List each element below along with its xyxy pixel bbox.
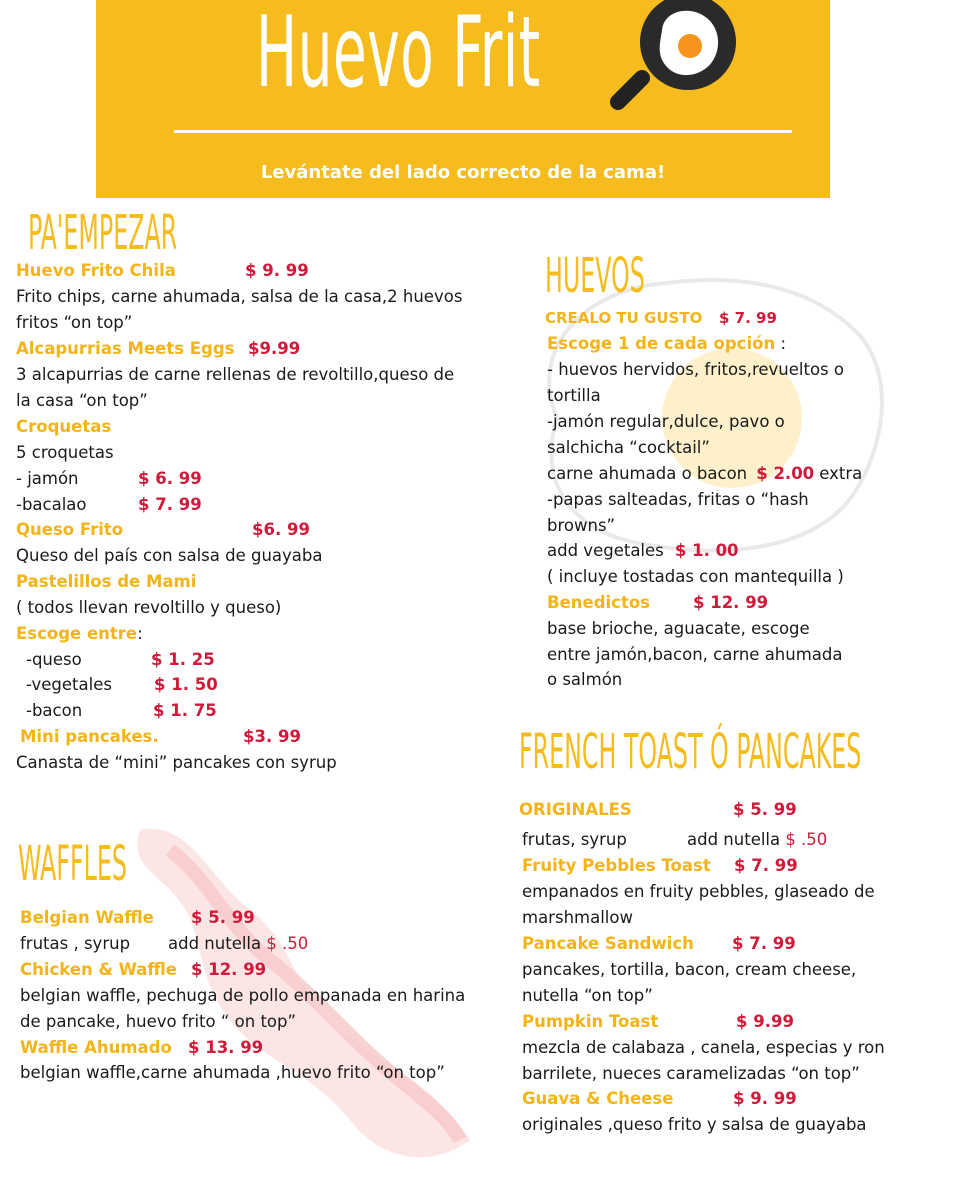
item-description: o salmón	[547, 670, 623, 689]
option-label: -queso	[26, 650, 82, 669]
colon: :	[137, 624, 143, 643]
section-heading-huevos: HUEVOS	[545, 248, 645, 304]
option-line: browns”	[547, 516, 616, 535]
restaurant-name: Huevo Frit	[256, 0, 541, 110]
item-description: Canasta de “mini” pancakes con syrup	[16, 753, 337, 772]
item-price: $ 9. 99	[733, 1089, 797, 1108]
item-description: Queso del país con salsa de guayaba	[16, 546, 323, 565]
item-description: barrilete, nueces caramelizadas “on top”	[522, 1064, 860, 1083]
item-price: $ 5. 99	[191, 908, 255, 927]
option-label: -bacalao	[16, 495, 87, 514]
item-price: $ 13. 99	[188, 1038, 264, 1057]
item-name: Benedictos	[547, 593, 650, 612]
item-price: $6. 99	[252, 520, 310, 539]
section-heading-empezar: PA'EMPEZAR	[28, 205, 178, 261]
colon: :	[775, 334, 787, 353]
frying-pan-egg-icon	[604, 0, 742, 118]
item-description: 3 alcapurrias de carne rellenas de revoltillo,queso de	[16, 365, 455, 384]
item-name: CREALO TU GUSTO	[545, 309, 703, 327]
item-description: belgian waffle, pechuga de pollo empanada en harina	[20, 986, 466, 1005]
item-description: ( todos llevan revoltillo y queso)	[16, 598, 282, 617]
item-name: Croquetas	[16, 417, 112, 436]
item-name: Alcapurrias Meets Eggs	[16, 339, 235, 358]
item-description: pancakes, tortilla, bacon, cream cheese,	[522, 960, 857, 979]
add-on	[168, 934, 308, 953]
item-description: de pancake, huevo frito “ on top”	[20, 1012, 297, 1031]
option-line: salchicha “cocktail”	[547, 438, 710, 457]
item-price: $ 5. 99	[733, 800, 797, 819]
item-price: $ 9.99	[736, 1012, 794, 1031]
item-description: la casa “on top”	[16, 391, 148, 410]
option-line: -jamón regular,dulce, pavo o	[547, 412, 785, 431]
header-divider	[174, 130, 792, 133]
option-label: add vegetales	[547, 541, 664, 560]
item-name: Chicken & Waffle	[20, 960, 177, 979]
option-suffix: extra	[819, 464, 863, 483]
item-price: $3. 99	[243, 727, 301, 746]
option-price: $ 7. 99	[138, 495, 202, 514]
item-name: Escoge entre	[16, 624, 138, 643]
item-description: Frito chips, carne ahumada, salsa de la casa,2 huevos	[16, 287, 463, 306]
item-description: frutas, syrup	[522, 830, 627, 849]
item-price: $ 7. 99	[732, 934, 796, 953]
item-name: ORIGINALES	[519, 800, 632, 819]
item-description: 5 croquetas	[16, 443, 114, 462]
option-line: - huevos hervidos, fritos,revueltos o	[547, 360, 844, 379]
item-description: fritos “on top”	[16, 313, 133, 332]
item-description: empanados en fruity pebbles, glaseado de	[522, 882, 875, 901]
option-line: ( incluye tostadas con mantequilla )	[547, 567, 844, 586]
option-price: $ 1. 00	[674, 541, 739, 560]
option-price: $ 1. 50	[154, 675, 218, 694]
option-line: -papas salteadas, fritas o “hash	[547, 490, 809, 509]
item-description: nutella “on top”	[522, 986, 653, 1005]
item-name: Huevo Frito Chila	[16, 261, 176, 280]
tagline: Levántate del lado correcto de la cama!	[260, 162, 666, 183]
option-label: - jamón	[16, 469, 79, 488]
item-description: marshmallow	[522, 908, 633, 927]
section-heading-waffles: WAFFLES	[18, 836, 127, 892]
item-price: $ 7. 99	[734, 856, 798, 875]
option-price: $ 6. 99	[138, 469, 202, 488]
item-name: Waffle Ahumado	[20, 1038, 172, 1057]
options-heading	[547, 334, 786, 353]
item-price: $9.99	[248, 339, 301, 358]
item-description: mezcla de calabaza , canela, especias y ron	[522, 1038, 885, 1057]
item-price: $ 7. 99	[719, 309, 777, 327]
item-description: base brioche, aguacate, escoge	[547, 619, 810, 638]
section-heading-french-toast: FRENCH TOAST Ó PANCAKES	[519, 724, 862, 780]
header-banner	[96, 0, 830, 198]
option-label: -bacon	[26, 701, 83, 720]
item-name: Escoge 1 de cada opción	[547, 334, 776, 353]
option-line	[547, 464, 862, 483]
option-line: tortilla	[547, 386, 601, 405]
option-price: $ 2.00	[756, 464, 815, 483]
option-price: $ 1. 75	[153, 701, 217, 720]
item-name: Pancake Sandwich	[522, 934, 694, 953]
option-label: -vegetales	[26, 675, 112, 694]
item-name: Belgian Waffle	[20, 908, 154, 927]
item-name: Pumpkin Toast	[522, 1012, 659, 1031]
item-description: originales ,queso frito y salsa de guayaba	[522, 1115, 867, 1134]
item-name: Mini pancakes.	[20, 727, 159, 746]
item-price: $ 12. 99	[191, 960, 267, 979]
item-name: Pastelillos de Mami	[16, 572, 197, 591]
item-description: belgian waffle,carne ahumada ,huevo frito “on top”	[20, 1063, 445, 1082]
option-line	[547, 541, 739, 560]
add-on-price: $ .50	[266, 934, 309, 953]
item-price: $ 9. 99	[245, 261, 309, 280]
add-on-label: add nutella	[687, 830, 781, 849]
options-heading	[16, 624, 143, 643]
add-on-label: add nutella	[168, 934, 262, 953]
item-description: frutas , syrup	[20, 934, 131, 953]
item-price: $ 12. 99	[693, 593, 769, 612]
item-name: Fruity Pebbles Toast	[522, 856, 711, 875]
option-label: carne ahumada o bacon	[547, 464, 748, 483]
add-on-price: $ .50	[785, 830, 828, 849]
item-name: Queso Frito	[16, 520, 124, 539]
add-on	[687, 830, 827, 849]
item-description: entre jamón,bacon, carne ahumada	[547, 645, 843, 664]
item-name: Guava & Cheese	[522, 1089, 674, 1108]
option-price: $ 1. 25	[151, 650, 215, 669]
